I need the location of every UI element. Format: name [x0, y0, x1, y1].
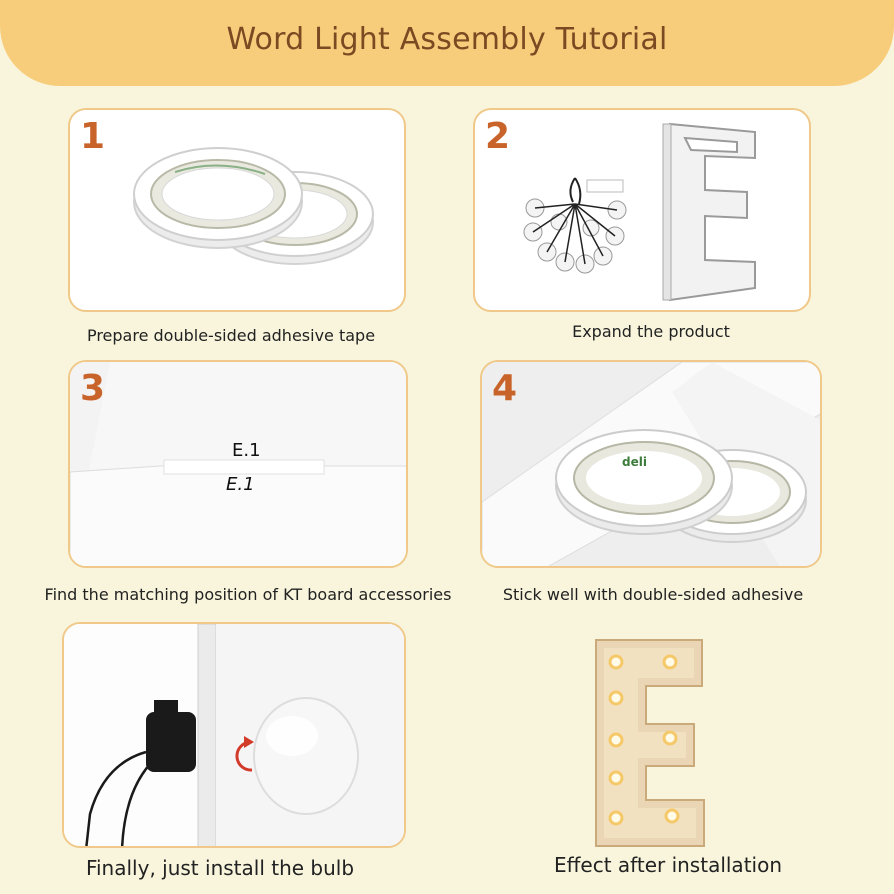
- step-3-panel: [68, 360, 408, 568]
- tape-brand-text: deli: [622, 455, 647, 469]
- unpacked-product-illustration: [475, 110, 811, 312]
- step-2-number: 2: [485, 116, 511, 157]
- bulb-install-illustration: [64, 624, 406, 848]
- tape-rolls-illustration: [70, 110, 406, 312]
- step-1-caption: Prepare double-sided adhesive tape: [86, 326, 376, 345]
- step-1-panel: [68, 108, 406, 312]
- kt-board-illustration: [70, 362, 408, 568]
- step-2-caption: Expand the product: [572, 322, 730, 341]
- step-2-panel: [473, 108, 811, 312]
- step-5-panel: [62, 622, 406, 848]
- step-4-panel: [480, 360, 822, 568]
- title-banner: [0, 0, 894, 86]
- step-5-caption: Finally, just install the bulb: [85, 856, 355, 880]
- step-3-caption: Find the matching position of KT board accessories: [44, 585, 452, 604]
- page-title: Word Light Assembly Tutorial: [226, 22, 668, 57]
- board-label-bottom: E.1: [226, 474, 255, 495]
- step-4-number: 4: [492, 368, 518, 409]
- step-6-caption: Effect after installation: [553, 853, 783, 877]
- board-label-top: E.1: [232, 440, 261, 461]
- step-3-number: 3: [80, 368, 106, 409]
- step-1-number: 1: [80, 116, 106, 157]
- taped-board-illustration: [482, 362, 822, 568]
- step-4-caption: Stick well with double-sided adhesive: [502, 585, 804, 604]
